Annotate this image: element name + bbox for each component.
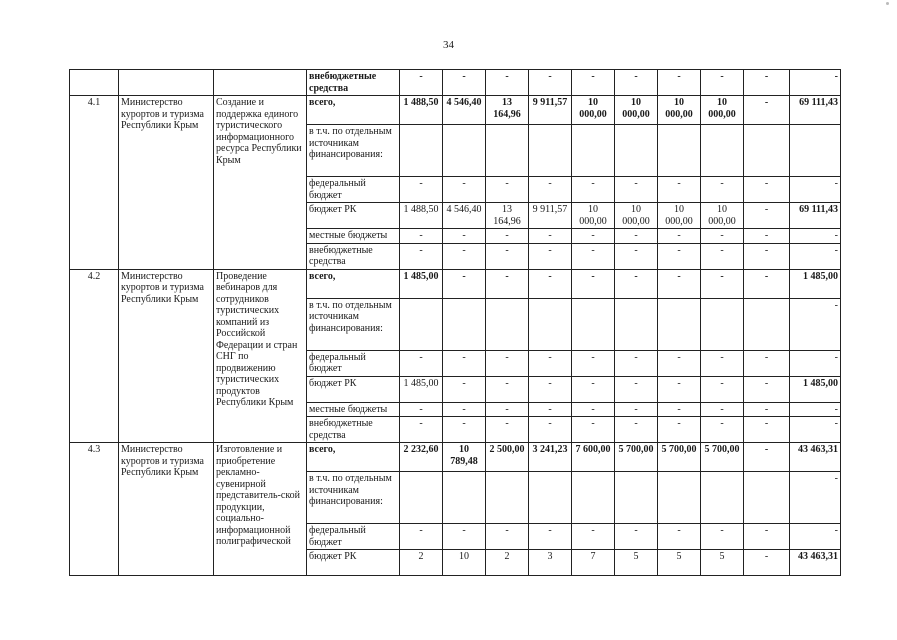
value-cell: - xyxy=(658,376,701,402)
value-cell: - xyxy=(572,70,615,96)
value-cell xyxy=(572,125,615,177)
value-cell xyxy=(443,472,486,524)
value-cell: 10 000,00 xyxy=(658,96,701,125)
table-row xyxy=(70,70,841,96)
value-cell: 10 000,00 xyxy=(701,203,744,229)
value-cell: - xyxy=(615,417,658,443)
value-cell: - xyxy=(400,350,443,376)
value-cell: - xyxy=(443,524,486,550)
value-cell: - xyxy=(658,269,701,298)
value-cell xyxy=(443,125,486,177)
value-cell: - xyxy=(658,417,701,443)
value-cell: 4 546,40 xyxy=(443,203,486,229)
value-cell: 5 xyxy=(658,550,701,576)
total-cell: - xyxy=(790,417,841,443)
index-cell: 4.3 xyxy=(70,443,119,576)
value-cell: - xyxy=(443,70,486,96)
value-cell: - xyxy=(658,229,701,244)
total-cell: - xyxy=(790,472,841,524)
value-cell: - xyxy=(658,524,701,550)
total-cell: - xyxy=(790,402,841,417)
value-cell: 10 000,00 xyxy=(572,203,615,229)
value-cell xyxy=(615,125,658,177)
value-cell: - xyxy=(744,203,790,229)
value-cell: - xyxy=(701,269,744,298)
value-cell: - xyxy=(572,350,615,376)
value-cell: - xyxy=(615,177,658,203)
value-cell xyxy=(658,298,701,350)
value-cell: - xyxy=(486,269,529,298)
value-cell: - xyxy=(529,350,572,376)
value-cell xyxy=(701,298,744,350)
value-cell xyxy=(529,472,572,524)
index-cell: 4.2 xyxy=(70,269,119,443)
total-cell: - xyxy=(790,229,841,244)
total-cell: 1 485,00 xyxy=(790,269,841,298)
value-cell xyxy=(486,472,529,524)
executor-cell: Министерство курортов и туризма Республики Крым xyxy=(119,269,214,443)
value-cell: - xyxy=(701,402,744,417)
value-cell: - xyxy=(701,177,744,203)
value-cell: - xyxy=(658,177,701,203)
value-cell: - xyxy=(744,350,790,376)
value-cell: - xyxy=(744,96,790,125)
value-cell: - xyxy=(658,402,701,417)
value-cell xyxy=(572,298,615,350)
activity-cell: Проведение вебинаров для сотрудников туристических компаний из Российской Федерации и стран СНГ по продвижению туристических продуктов Республики Крым xyxy=(214,269,307,443)
total-cell: 69 111,43 xyxy=(790,203,841,229)
value-cell xyxy=(615,472,658,524)
source-cell: местные бюджеты xyxy=(307,402,400,417)
source-cell: внебюджетные средства xyxy=(307,417,400,443)
value-cell: 1 488,50 xyxy=(400,203,443,229)
value-cell: - xyxy=(572,229,615,244)
value-cell: 9 911,57 xyxy=(529,96,572,125)
index-cell: 4.1 xyxy=(70,96,119,270)
value-cell: - xyxy=(701,376,744,402)
value-cell xyxy=(658,472,701,524)
source-cell: бюджет РК xyxy=(307,376,400,402)
value-cell: - xyxy=(572,376,615,402)
value-cell xyxy=(529,125,572,177)
value-cell: - xyxy=(658,350,701,376)
table-row xyxy=(70,443,841,472)
value-cell: - xyxy=(529,524,572,550)
value-cell: - xyxy=(443,243,486,269)
value-cell xyxy=(744,298,790,350)
value-cell: - xyxy=(443,350,486,376)
value-cell: 3 xyxy=(529,550,572,576)
value-cell: - xyxy=(529,177,572,203)
value-cell: - xyxy=(572,269,615,298)
value-cell: - xyxy=(486,524,529,550)
value-cell: - xyxy=(744,417,790,443)
value-cell: - xyxy=(701,417,744,443)
value-cell xyxy=(529,298,572,350)
total-cell: 43 463,31 xyxy=(790,550,841,576)
activity-cell xyxy=(214,70,307,96)
value-cell: - xyxy=(572,177,615,203)
value-cell: 2 xyxy=(400,550,443,576)
value-cell: 10 xyxy=(443,550,486,576)
value-cell: - xyxy=(486,417,529,443)
source-cell: в т.ч. по отдельным источникам финансирования: xyxy=(307,125,400,177)
value-cell: 2 500,00 xyxy=(486,443,529,472)
value-cell: - xyxy=(744,70,790,96)
value-cell: - xyxy=(701,70,744,96)
value-cell: - xyxy=(443,402,486,417)
value-cell: - xyxy=(400,70,443,96)
value-cell: 10 000,00 xyxy=(701,96,744,125)
value-cell: 1 485,00 xyxy=(400,376,443,402)
value-cell: - xyxy=(486,229,529,244)
value-cell: 10 000,00 xyxy=(615,96,658,125)
total-cell: - xyxy=(790,524,841,550)
source-cell: в т.ч. по отдельным источникам финансирования: xyxy=(307,472,400,524)
table-row xyxy=(70,96,841,125)
total-cell xyxy=(790,125,841,177)
value-cell: 5 700,00 xyxy=(658,443,701,472)
value-cell: 4 546,40 xyxy=(443,96,486,125)
value-cell: - xyxy=(400,402,443,417)
value-cell: - xyxy=(615,376,658,402)
value-cell: - xyxy=(701,524,744,550)
value-cell: - xyxy=(658,70,701,96)
value-cell: - xyxy=(615,269,658,298)
value-cell: - xyxy=(486,350,529,376)
value-cell: 9 911,57 xyxy=(529,203,572,229)
value-cell xyxy=(486,298,529,350)
value-cell xyxy=(400,472,443,524)
value-cell: - xyxy=(443,376,486,402)
value-cell: - xyxy=(400,524,443,550)
total-cell: - xyxy=(790,177,841,203)
value-cell: - xyxy=(615,402,658,417)
value-cell: - xyxy=(443,269,486,298)
value-cell: 5 xyxy=(615,550,658,576)
value-cell: - xyxy=(400,229,443,244)
value-cell: - xyxy=(744,269,790,298)
value-cell: - xyxy=(744,243,790,269)
total-cell: 1 485,00 xyxy=(790,376,841,402)
value-cell xyxy=(572,472,615,524)
value-cell: - xyxy=(615,229,658,244)
value-cell: - xyxy=(486,177,529,203)
value-cell: - xyxy=(615,350,658,376)
value-cell: - xyxy=(529,229,572,244)
value-cell xyxy=(744,472,790,524)
value-cell: - xyxy=(529,70,572,96)
value-cell: 13 164,96 xyxy=(486,96,529,125)
source-cell: федеральный бюджет xyxy=(307,524,400,550)
executor-cell xyxy=(119,70,214,96)
value-cell xyxy=(701,472,744,524)
value-cell xyxy=(443,298,486,350)
value-cell: - xyxy=(572,417,615,443)
value-cell: 1 488,50 xyxy=(400,96,443,125)
value-cell: 13 164,96 xyxy=(486,203,529,229)
value-cell: 10 000,00 xyxy=(658,203,701,229)
source-cell: федеральный бюджет xyxy=(307,177,400,203)
value-cell: - xyxy=(486,243,529,269)
value-cell: - xyxy=(744,550,790,576)
executor-cell: Министерство курортов и туризма Республики Крым xyxy=(119,96,214,270)
value-cell xyxy=(400,298,443,350)
value-cell: - xyxy=(529,376,572,402)
value-cell: 10 000,00 xyxy=(615,203,658,229)
value-cell xyxy=(615,298,658,350)
total-cell: - xyxy=(790,243,841,269)
activity-cell: Создание и поддержка единого туристического информационного ресурса Республики Крым xyxy=(214,96,307,270)
value-cell: - xyxy=(744,402,790,417)
value-cell: - xyxy=(615,243,658,269)
table-body xyxy=(70,70,841,576)
value-cell: - xyxy=(744,524,790,550)
value-cell: - xyxy=(486,402,529,417)
value-cell: - xyxy=(615,524,658,550)
value-cell xyxy=(486,125,529,177)
value-cell: - xyxy=(658,243,701,269)
value-cell: - xyxy=(443,177,486,203)
value-cell: 2 xyxy=(486,550,529,576)
source-cell: федеральный бюджет xyxy=(307,350,400,376)
value-cell: - xyxy=(701,229,744,244)
source-cell: внебюджетные средства xyxy=(307,70,400,96)
value-cell: - xyxy=(443,229,486,244)
total-cell: - xyxy=(790,350,841,376)
source-cell: всего, xyxy=(307,443,400,472)
page-number: 34 xyxy=(443,39,454,51)
value-cell: - xyxy=(744,177,790,203)
value-cell xyxy=(658,125,701,177)
value-cell: 10 789,48 xyxy=(443,443,486,472)
value-cell: 7 600,00 xyxy=(572,443,615,472)
value-cell: - xyxy=(701,243,744,269)
value-cell: 2 232,60 xyxy=(400,443,443,472)
value-cell: - xyxy=(443,417,486,443)
value-cell: - xyxy=(400,417,443,443)
value-cell: - xyxy=(701,350,744,376)
value-cell: 10 000,00 xyxy=(572,96,615,125)
value-cell xyxy=(400,125,443,177)
value-cell: - xyxy=(615,70,658,96)
total-cell: - xyxy=(790,298,841,350)
value-cell: - xyxy=(572,402,615,417)
executor-cell: Министерство курортов и туризма Республики Крым xyxy=(119,443,214,576)
value-cell: - xyxy=(529,417,572,443)
source-cell: в т.ч. по отдельным источникам финансирования: xyxy=(307,298,400,350)
value-cell: - xyxy=(744,376,790,402)
value-cell: - xyxy=(529,243,572,269)
index-cell xyxy=(70,70,119,96)
source-cell: всего, xyxy=(307,96,400,125)
value-cell: 7 xyxy=(572,550,615,576)
value-cell: - xyxy=(400,243,443,269)
value-cell: 1 485,00 xyxy=(400,269,443,298)
value-cell: - xyxy=(486,70,529,96)
value-cell: - xyxy=(572,524,615,550)
source-cell: бюджет РК xyxy=(307,550,400,576)
source-cell: внебюджетные средства xyxy=(307,243,400,269)
budget-table xyxy=(69,69,841,576)
table-row xyxy=(70,269,841,298)
value-cell: 5 700,00 xyxy=(615,443,658,472)
value-cell: 5 xyxy=(701,550,744,576)
value-cell: - xyxy=(744,443,790,472)
value-cell: - xyxy=(400,177,443,203)
value-cell xyxy=(744,125,790,177)
value-cell xyxy=(701,125,744,177)
value-cell: - xyxy=(744,229,790,244)
value-cell: - xyxy=(486,376,529,402)
source-cell: всего, xyxy=(307,269,400,298)
value-cell: - xyxy=(529,269,572,298)
total-cell: 69 111,43 xyxy=(790,96,841,125)
source-cell: бюджет РК xyxy=(307,203,400,229)
value-cell: - xyxy=(572,243,615,269)
source-cell: местные бюджеты xyxy=(307,229,400,244)
value-cell: 5 700,00 xyxy=(701,443,744,472)
scan-speck xyxy=(886,2,889,5)
activity-cell: Изготовление и приобретение рекламно-сувенирной представитель-ской продукции, социально-информационной полиграфической xyxy=(214,443,307,576)
total-cell: 43 463,31 xyxy=(790,443,841,472)
value-cell: - xyxy=(529,402,572,417)
total-cell: - xyxy=(790,70,841,96)
value-cell: 3 241,23 xyxy=(529,443,572,472)
